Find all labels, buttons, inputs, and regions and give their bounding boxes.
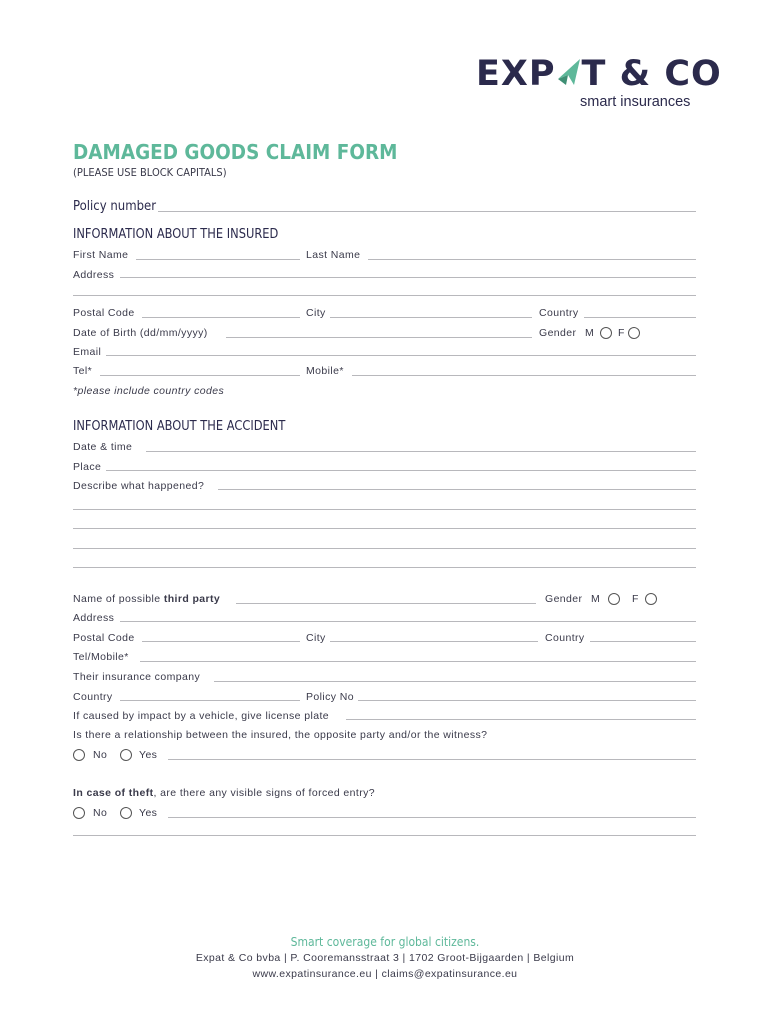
gender-label: Gender <box>539 327 577 339</box>
describe-label: Describe what happened? <box>73 480 205 492</box>
address-field-line-2[interactable] <box>73 295 696 296</box>
policy-no-label: Policy No <box>306 691 354 703</box>
describe-field-line-5[interactable] <box>73 567 696 568</box>
last-name-field[interactable] <box>368 259 696 260</box>
place-field[interactable] <box>106 470 696 471</box>
logo-tagline: smart insurances <box>580 94 691 110</box>
relationship-no-radio[interactable] <box>73 749 85 761</box>
third-party-country2-label: Country <box>73 691 113 703</box>
footer-address: Expat & Co bvba | P. Cooremansstraat 3 | 1702 Groot-Bijgaarden | Belgium <box>195 952 575 964</box>
third-party-gender-f-label: F <box>632 593 639 605</box>
third-party-gender-label: Gender <box>545 593 583 605</box>
theft-no-radio[interactable] <box>73 807 85 819</box>
policy-no-field[interactable] <box>358 700 696 701</box>
mobile-label: Mobile* <box>306 365 344 377</box>
gender-f-radio[interactable] <box>628 327 640 339</box>
city-field[interactable] <box>330 317 532 318</box>
relationship-details-field[interactable] <box>168 759 696 760</box>
last-name-label: Last Name <box>306 249 361 261</box>
third-party-field[interactable] <box>236 603 536 604</box>
email-field[interactable] <box>106 355 696 356</box>
gender-m-label: M <box>585 327 595 339</box>
third-party-tel-label: Tel/Mobile* <box>73 651 129 663</box>
footer-tagline: Smart coverage for global citizens. <box>290 935 480 949</box>
third-party-gender-m-label: M <box>591 593 601 605</box>
third-party-tel-field[interactable] <box>140 661 696 662</box>
third-party-address-label: Address <box>73 612 115 624</box>
address-label: Address <box>73 269 115 281</box>
insurance-company-field[interactable] <box>214 681 696 682</box>
third-party-city-field[interactable] <box>330 641 538 642</box>
describe-field-line-3[interactable] <box>73 528 696 529</box>
theft-question-rest: , are there any visible signs of forced entry? <box>153 787 376 799</box>
third-party-label-prefix: Name of possible <box>73 593 164 605</box>
theft-question <box>73 787 375 800</box>
gender-m-radio[interactable] <box>600 327 612 339</box>
policy-number-field[interactable] <box>158 211 696 212</box>
footer-contact: www.expatinsurance.eu | claims@expatinsurance.eu <box>252 968 518 980</box>
form-title: DAMAGED GOODS CLAIM FORM <box>73 140 398 164</box>
dob-label: Date of Birth (dd/mm/yyyy) <box>73 327 208 339</box>
relationship-yes-radio[interactable] <box>120 749 132 761</box>
theft-no-label: No <box>93 807 108 819</box>
address-field[interactable] <box>120 277 696 278</box>
relationship-no-label: No <box>93 749 108 761</box>
gender-f-label: F <box>618 327 625 339</box>
license-plate-label: If caused by impact by a vehicle, give license plate <box>73 710 330 722</box>
describe-field[interactable] <box>218 489 696 490</box>
logo-text-left: EXP <box>476 54 556 94</box>
theft-yes-label: Yes <box>139 807 158 819</box>
third-party-postal-code-label: Postal Code <box>73 632 135 644</box>
relationship-question: Is there a relationship between the insured, the opposite party and/or the witness? <box>73 729 488 741</box>
tel-label: Tel* <box>73 365 93 377</box>
relationship-yes-label: Yes <box>139 749 158 761</box>
email-label: Email <box>73 346 102 358</box>
mobile-field[interactable] <box>352 375 696 376</box>
describe-field-line-4[interactable] <box>73 548 696 549</box>
theft-yes-radio[interactable] <box>120 807 132 819</box>
date-time-field[interactable] <box>146 451 696 452</box>
license-plate-field[interactable] <box>346 719 696 720</box>
place-label: Place <box>73 461 102 473</box>
insurance-company-label: Their insurance company <box>73 671 201 683</box>
insured-section-heading: INFORMATION ABOUT THE INSURED <box>73 227 279 242</box>
third-party-country-field[interactable] <box>590 641 696 642</box>
city-label: City <box>306 307 326 319</box>
accident-section-heading: INFORMATION ABOUT THE ACCIDENT <box>73 419 286 434</box>
first-name-field[interactable] <box>136 259 300 260</box>
country-field[interactable] <box>584 317 696 318</box>
tel-field[interactable] <box>100 375 300 376</box>
third-party-city-label: City <box>306 632 326 644</box>
third-party-label-bold: third party <box>163 593 221 605</box>
country-code-note: *please include country codes <box>73 385 225 397</box>
dob-field[interactable] <box>226 337 532 338</box>
third-party-address-field[interactable] <box>120 621 696 622</box>
third-party-gender-f-radio[interactable] <box>645 593 657 605</box>
third-party-country2-field[interactable] <box>120 700 300 701</box>
logo-text-right: T & CO <box>581 54 722 94</box>
country-label: Country <box>539 307 579 319</box>
theft-question-bold: In case of theft <box>73 787 154 799</box>
company-logo <box>476 54 722 94</box>
postal-code-field[interactable] <box>142 317 300 318</box>
theft-details-field-line-2[interactable] <box>73 835 696 836</box>
third-party-label <box>73 593 220 606</box>
date-time-label: Date & time <box>73 441 133 453</box>
describe-field-line-2[interactable] <box>73 509 696 510</box>
postal-code-label: Postal Code <box>73 307 135 319</box>
form-subtitle: (PLEASE USE BLOCK CAPITALS) <box>73 166 227 179</box>
third-party-postal-code-field[interactable] <box>142 641 300 642</box>
theft-details-field[interactable] <box>168 817 696 818</box>
third-party-country-label: Country <box>545 632 585 644</box>
logo-arrow-icon <box>556 57 582 87</box>
third-party-gender-m-radio[interactable] <box>608 593 620 605</box>
policy-number-label: Policy number <box>73 199 157 214</box>
first-name-label: First Name <box>73 249 129 261</box>
